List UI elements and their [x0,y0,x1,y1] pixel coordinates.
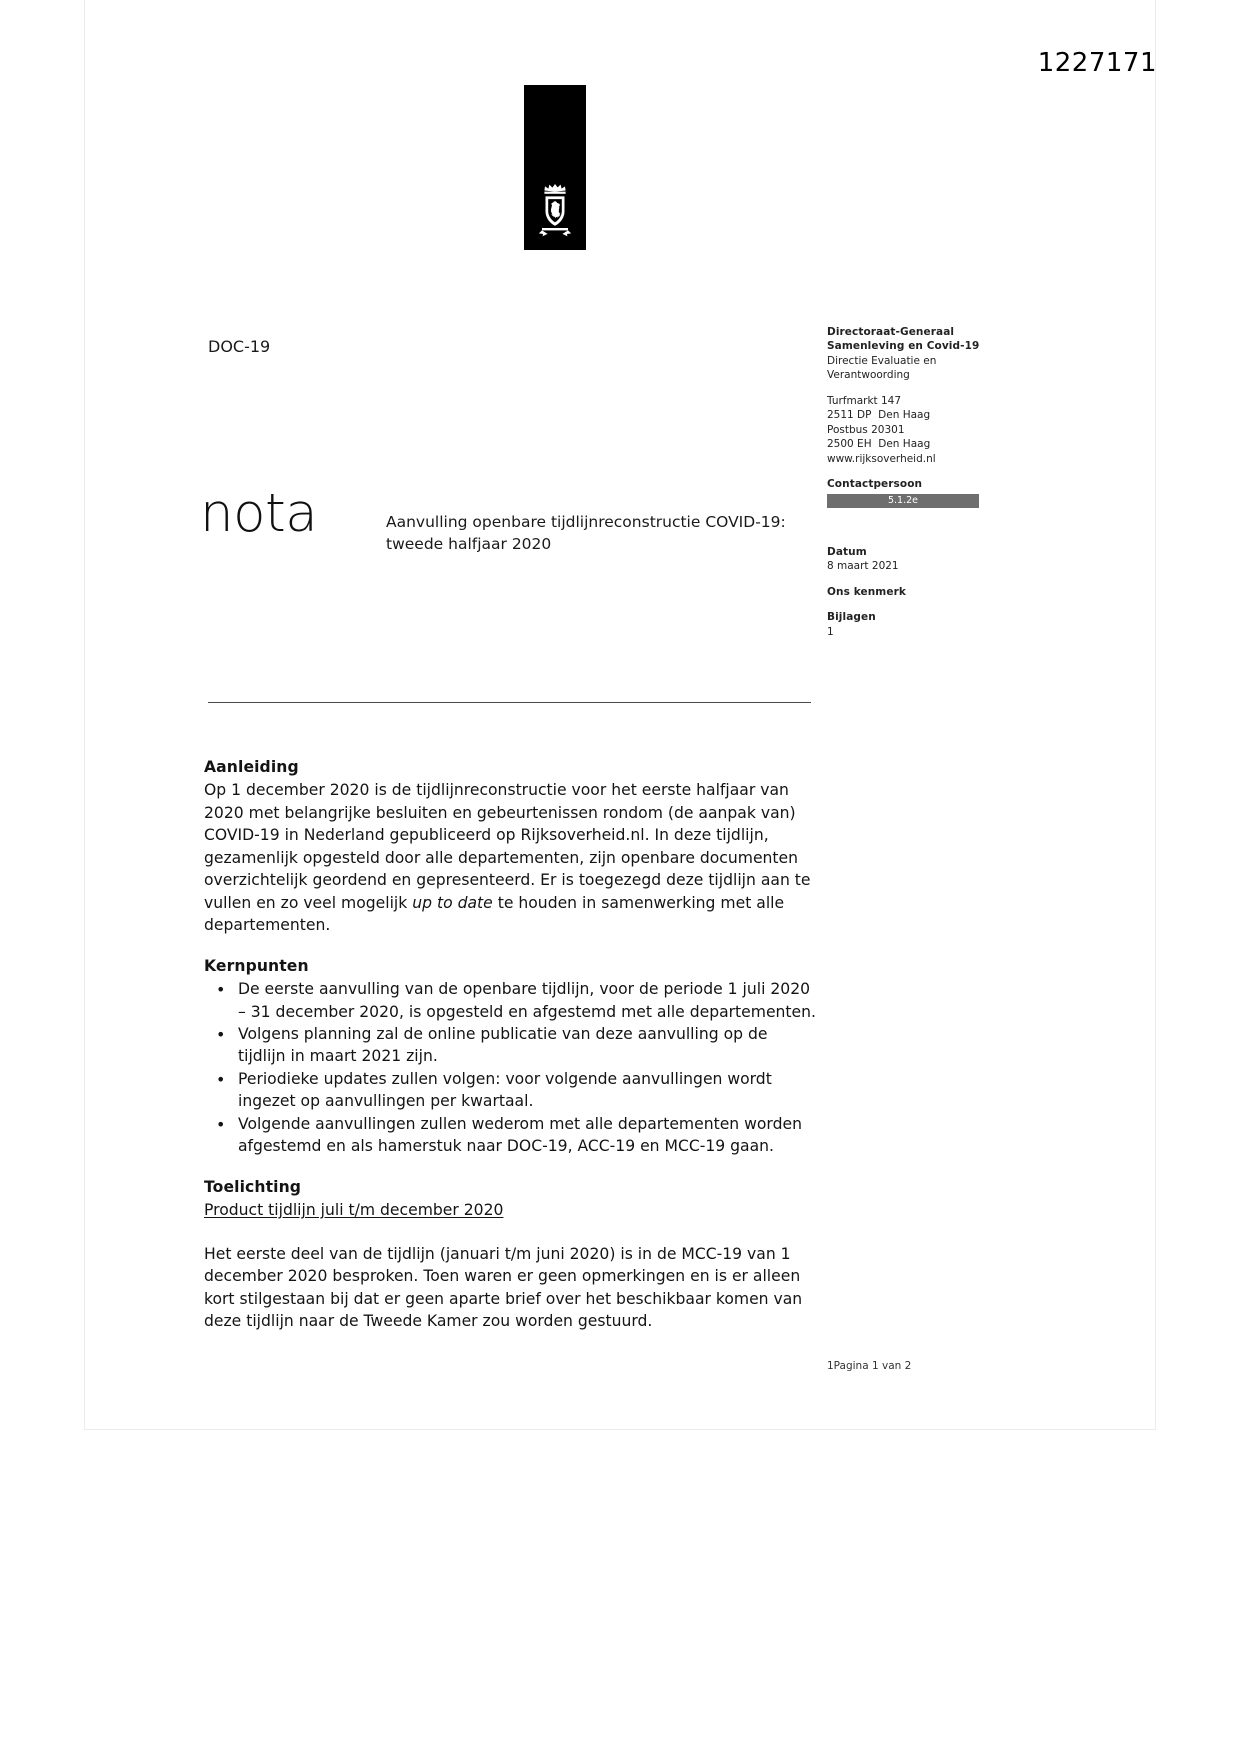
document-number: 1227171 [1037,48,1157,78]
rijksoverheid-logo-bar [524,85,586,250]
meta-attachments [827,610,1027,639]
heading-toelichting: Toelichting [204,1177,302,1196]
page-title: nota [200,483,318,544]
subtitle-line-2: tweede halfjaar 2020 [386,535,552,553]
redaction-bar: 5.1.2e [827,494,979,508]
department-line-2: Verantwoording [827,369,910,382]
aanleiding-italic-phrase: up to date [412,893,493,912]
subtitle-line-1: Aanvulling openbare tijdlijnreconstructie COVID-19: [386,513,786,531]
document-subtitle [386,511,786,555]
dutch-coat-of-arms-icon [532,181,578,239]
section-aanleiding [204,756,816,937]
paragraph-spacer [204,1222,816,1243]
website-url[interactable]: www.rijksoverheid.nl [827,452,936,465]
department-line-1: Directie Evaluatie en [827,354,937,367]
meta-organisation [827,325,1027,383]
page-footer: 1Pagina 1 van 2 [827,1360,912,1372]
document-body [204,756,816,1332]
paragraph-toelichting: Het eerste deel van de tijdlijn (januari t/m juni 2020) is in de MCC-19 van 1 december 2020 besproken. Toen waren er geen opmerkingen en is er alleen kort stilgestaan bij dat er geen aparte brief over het beschikbaar komen van deze tijdlijn naar de Tweede Kamer zou worden gestuurd. [204,1244,803,1330]
list-item: • Volgende aanvullingen zullen wederom met alle departementen worden afgestemd en als hamerstuk naar DOC-19, ACC-19 en MCC-19 gaan. [238,1113,816,1158]
attachments-value: 1 [827,625,834,638]
meta-date [827,545,1027,574]
address-street: Turfmarkt 147 [827,394,902,407]
reference-label: Ons kenmerk [827,585,906,598]
heading-kernpunten: Kernpunten [204,956,309,975]
kernpunten-list [204,978,816,1158]
organisation-line-1: Directoraat-Generaal [827,326,955,338]
list-item: • De eerste aanvulling van de openbare tijdlijn, voor de periode 1 juli 2020 – 31 december 2020, is opgesteld en afgestemd met alle departementen. [238,978,816,1023]
meta-reference [827,585,1027,599]
meta-contact [827,477,1027,507]
date-value: 8 maart 2021 [827,560,899,573]
address-postcode-city: 2511 DP Den Haag [827,409,931,422]
attachments-label: Bijlagen [827,611,876,624]
heading-aanleiding: Aanleiding [204,758,299,776]
doc-19-label: DOC-19 [208,337,271,356]
paragraph-aanleiding [204,779,816,936]
address-pobox-postcode-city: 2500 EH Den Haag [827,438,931,451]
aanleiding-text-part-2: te houden in samenwerking met alle departementen. [204,893,785,935]
organisation-line-2: Samenleving en Covid-19 [827,340,980,353]
date-label: Datum [827,545,867,558]
section-kernpunten [204,955,816,1158]
meta-address [827,394,1027,466]
header-divider [208,702,811,703]
letterhead-meta-column [827,325,1027,639]
list-item: • Periodieke updates zullen volgen: voor volgende aanvullingen wordt ingezet op aanvullingen per kwartaal. [238,1068,816,1113]
aanleiding-text-part-1: Op 1 december 2020 is de tijdlijnreconstructie voor het eerste halfjaar van 2020 met belangrijke besluiten en gebeurtenissen rondom (de aanpak van) COVID-19 in Nederland gepubliceerd op Rijksoverheid.nl. In deze tijdlijn, gezamenlijk opgesteld door alle departementen, zijn openbare documenten overzichtelijk geordend en gepresenteerd. Er is toegezegd deze tijdlijn aan te vullen en zo veel mogelijk [204,781,811,912]
address-pobox: Postbus 20301 [827,423,905,436]
section-toelichting [204,1176,816,1333]
list-item: • Volgens planning zal de online publicatie van deze aanvulling op de tijdlijn in maart 2021 zijn. [238,1023,816,1068]
contact-label: Contactpersoon [827,478,923,491]
subheading-toelichting: Product tijdlijn juli t/m december 2020 [204,1201,504,1220]
meta-spacer [827,519,1027,545]
